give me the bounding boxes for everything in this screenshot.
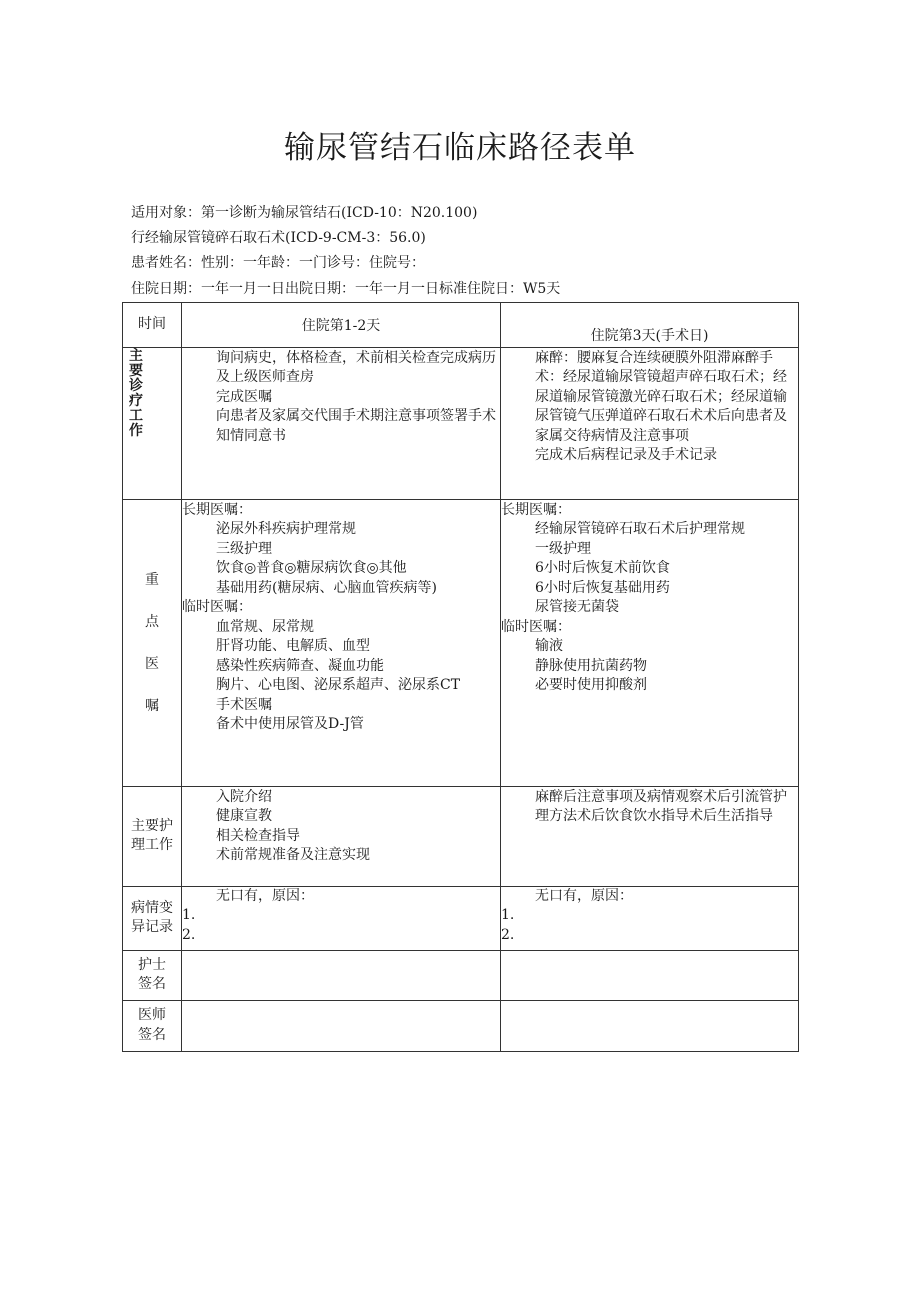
main-work-label-char: 要 [129, 362, 143, 379]
nursing-item: 相关检查指导 [216, 827, 300, 844]
nursing-day3 [501, 786, 799, 886]
main-work-item: 询问病史，体格检查，术前相关检查完成病历及上级医师查房 [216, 349, 496, 385]
main-work-label [123, 347, 182, 499]
variance-status: 无口有，原因： [216, 887, 314, 904]
nursing-item: 健康宣教 [216, 808, 272, 824]
order-item: 输液 [535, 638, 563, 654]
doctor-sign-day3[interactable] [501, 1000, 799, 1051]
doctor-sign-row [123, 1000, 799, 1051]
variance-line-2: 2. [182, 926, 196, 943]
main-work-label-char: 疗 [129, 392, 143, 409]
orders-row [123, 499, 799, 786]
orders-label-char: 嘱 [145, 697, 159, 714]
order-item: 肝肾功能、电解质、血型 [216, 638, 370, 654]
order-item: 静脉使用抗菌药物 [535, 657, 647, 674]
order-item: 尿管接无菌袋 [535, 599, 619, 615]
time-header: 时间 [123, 303, 182, 348]
temporary-orders-title: 临时医嘱： [182, 599, 252, 615]
doctor-sign-label: 医师签名 [123, 1000, 182, 1051]
page-title: 输尿管结石临床路径表单 [284, 130, 636, 166]
main-work-item: 完成术后病程记录及手术记录 [535, 447, 717, 463]
day3-header: 住院第3天(手术日) [501, 303, 799, 348]
variance-label: 病情变异记录 [123, 886, 182, 950]
nurse-sign-label: 护士签名 [123, 950, 182, 1000]
order-item: 一级护理 [535, 540, 591, 557]
pathway-table [122, 302, 799, 1052]
main-work-day3 [501, 347, 799, 499]
nurse-sign-row [123, 950, 799, 1000]
nursing-item: 麻醉后注意事项及病情观察术后引流管护理方法术后饮食饮水指导术后生活指导 [535, 788, 787, 824]
variance-row [123, 886, 799, 950]
info-patient: 患者姓名：性别：一年龄：一门诊号：住院号： [131, 255, 425, 271]
main-work-label-char: 作 [129, 422, 143, 439]
long-term-orders-title: 长期医嘱： [501, 501, 571, 518]
nursing-label: 主要护理工作 [123, 786, 182, 886]
info-applicable: 适用对象：第一诊断为输尿管结石(ICD-10：N20.100) [131, 205, 478, 221]
order-item: 6小时后恢复基础用药 [535, 579, 670, 596]
main-work-label-char: 诊 [129, 377, 143, 394]
info-procedure: 行经输尿管镜碎石取石术(ICD-9-CM-3：56.0) [131, 230, 426, 246]
order-item: 饮食◎普食◎糖尿病饮食◎其他 [216, 560, 407, 576]
nursing-day1 [182, 786, 501, 886]
order-item: 泌尿外科疾病护理常规 [216, 521, 356, 537]
header-row [123, 303, 799, 348]
main-work-label-char: 工 [129, 407, 143, 424]
variance-line-1: 1. [182, 907, 196, 923]
nurse-sign-day3[interactable] [501, 950, 799, 1000]
order-item: 6小时后恢复术前饮食 [535, 560, 670, 576]
variance-day3 [501, 886, 799, 950]
order-item: 手术医嘱 [216, 696, 272, 713]
variance-line-2: 2. [501, 926, 515, 943]
main-work-row [123, 347, 799, 499]
order-item: 经输尿管镜碎石取石术后护理常规 [535, 521, 745, 537]
variance-status: 无口有，原因： [535, 887, 633, 904]
info-dates: 住院日期：一年一月一日出院日期：一年一月一日标准住院日：W5天 [131, 281, 561, 297]
nursing-item: 术前常规准备及注意实现 [216, 847, 370, 863]
variance-line-1: 1. [501, 907, 515, 923]
main-work-item: 完成医嘱 [216, 388, 272, 405]
nursing-item: 入院介绍 [216, 788, 272, 805]
main-work-item: 向患者及家属交代围手术期注意事项签署手术知情同意书 [216, 408, 496, 444]
order-item: 感染性疾病筛查、凝血功能 [216, 657, 384, 674]
main-work-label-char: 主 [129, 347, 143, 364]
variance-day1 [182, 886, 501, 950]
day1-header: 住院第1-2天 [182, 303, 501, 348]
orders-day1 [182, 499, 501, 786]
order-item: 胸片、心电图、泌尿系超声、泌尿系CT [216, 677, 461, 693]
nursing-row [123, 786, 799, 886]
doctor-sign-day1[interactable] [182, 1000, 501, 1051]
order-item: 三级护理 [216, 540, 272, 557]
orders-label-char: 医 [145, 655, 159, 672]
orders-label [123, 499, 182, 786]
order-item: 血常规、尿常规 [216, 618, 314, 635]
long-term-orders-title: 长期医嘱： [182, 501, 252, 518]
order-item: 备术中使用尿管及D-J管 [216, 716, 364, 732]
main-work-day1 [182, 347, 501, 499]
orders-label-char: 点 [145, 613, 159, 630]
orders-day3 [501, 499, 799, 786]
order-item: 必要时使用抑酸剂 [535, 677, 647, 693]
temporary-orders-title: 临时医嘱： [501, 618, 571, 635]
orders-label-char: 重 [145, 571, 159, 588]
order-item: 基础用药(糖尿病、心脑血管疾病等) [216, 579, 437, 596]
nurse-sign-day1[interactable] [182, 950, 501, 1000]
main-work-item: 麻醉：腰麻复合连续硬膜外阻滞麻醉手术：经尿道输尿管镜超声碎石取石术；经尿道输尿管镜激光碎石取石术；经尿道输尿管镜气压弹道碎石取石术术后向患者及家属交待病情及注意事项 [535, 349, 787, 444]
